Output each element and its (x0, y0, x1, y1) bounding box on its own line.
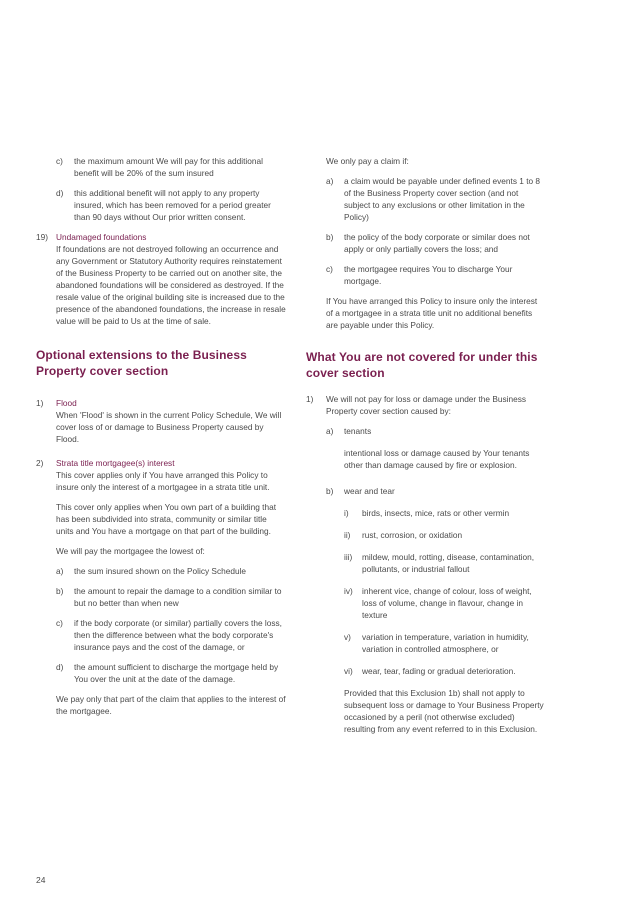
section-heading: Optional extensions to the Business Property cover section (36, 348, 247, 378)
list-text: the amount sufficient to discharge the mortgage held by You over the unit at the date of the damage. (74, 662, 279, 684)
list-marker: b) (326, 232, 334, 242)
item-body: When 'Flood' is shown in the current Policy Schedule, We will cover loss of or damage to Business Property caused by Flood. (56, 410, 282, 444)
list-text: the maximum amount We will pay for this additional benefit will be 20% of the sum insured (74, 156, 263, 178)
paragraph: Provided that this Exclusion 1b) shall not apply to subsequent loss or damage to Your Business Property occasioned by a peril (not otherwise excluded) resulting from any event referred to in this Exclusion. (344, 688, 544, 734)
page-number: 24 (36, 875, 46, 885)
paragraph: If You have arranged this Policy to insure only the interest of a mortgagee in a strata title unit no additional benefits are payable under this Policy. (326, 296, 538, 330)
list-item (326, 263, 546, 287)
list-text: the mortgagee requires You to discharge Your mortgage. (344, 264, 513, 286)
list-marker: a) (326, 176, 334, 186)
list-item (344, 585, 546, 621)
list-text: inherent vice, change of colour, loss of weight, loss of volume, change in flavour, change in texture (362, 586, 532, 620)
paragraph: We pay only that part of the claim that applies to the interest of the mortgagee. (56, 694, 286, 716)
subitem-body: intentional loss or damage caused by Your tenants other than damage caused by fire or explosion. (344, 448, 530, 470)
list-item (326, 231, 546, 255)
list-text: the sum insured shown on the Policy Schedule (74, 566, 247, 576)
list-marker: 1) (36, 398, 44, 408)
list-marker: v) (344, 632, 351, 642)
list-marker: c) (56, 618, 63, 628)
list-marker: 2) (36, 458, 44, 468)
list-marker: 1) (306, 394, 314, 404)
list-item (326, 175, 546, 223)
list-text: a claim would be payable under defined events 1 to 8 of the Business Property cover section (and not subject to any exclusions or other limitation in the Policy) (344, 176, 541, 222)
list-text: this additional benefit will not apply to any property insured, which has been removed for a period greater than 90 days without Our prior written consent. (74, 188, 271, 222)
list-marker: c) (56, 156, 63, 166)
exclusion-item (306, 393, 546, 751)
exclusion-subitem-tenants (326, 425, 546, 471)
list-marker: vi) (344, 666, 353, 676)
list-item (36, 155, 286, 179)
list-item (344, 631, 546, 655)
section-heading: What You are not covered for under this cover section (306, 350, 538, 380)
extension-item-strata (36, 457, 286, 725)
list-text: the amount to repair the damage to a condition similar to but no better than when new (74, 586, 282, 608)
list-text: rust, corrosion, or oxidation (362, 530, 463, 540)
subitem-title: tenants (344, 426, 372, 436)
paragraph: We only pay a claim if: (326, 156, 409, 166)
list-text: birds, insects, mice, rats or other vermin (362, 508, 510, 518)
list-marker: i) (344, 508, 349, 518)
list-text: variation in temperature, variation in humidity, variation in controlled atmosphere, or (362, 632, 529, 654)
list-item (344, 507, 546, 519)
list-item (344, 529, 546, 541)
list-item (344, 551, 546, 575)
item-body: If foundations are not destroyed following an occurrence and any Government or Statutory Authority requires reinstatement of the Business Property to be carried out on another site, the abandoned foundations will be considered as destroyed. If the resale value of the original building site is increased due to the presence of the abandoned foundations, the increase in resale value will be paid to Us at the time of sale. (56, 244, 286, 326)
list-item (56, 565, 286, 577)
list-marker: b) (326, 486, 334, 496)
exclusion-subitem-wear (326, 485, 546, 743)
list-text: mildew, mould, rotting, disease, contamination, pollutants, or industrial fallout (362, 552, 535, 574)
right-column (306, 155, 546, 759)
list-marker: c) (326, 264, 333, 274)
list-item (36, 187, 286, 223)
left-column (36, 155, 286, 733)
list-marker: a) (326, 426, 334, 436)
paragraph: This cover applies only if You have arranged this Policy to insure only the interest of a mortgagee in a strata title unit. (56, 470, 270, 492)
paragraph: We will pay the mortgagee the lowest of: (56, 546, 205, 556)
item-title: Undamaged foundations (56, 232, 147, 242)
list-marker: a) (56, 566, 64, 576)
list-text: if the body corporate (or similar) partially covers the loss, then the difference between what the body corporate's insurance pays and the cost of the damage, or (74, 618, 282, 652)
list-marker: iii) (344, 552, 353, 562)
paragraph: This cover only applies when You own part of a building that has been subdivided into strata, community or similar title units and You have a mortgage on that part of the building. (56, 502, 277, 536)
list-marker: b) (56, 586, 64, 596)
paragraph: We will not pay for loss or damage under the Business Property cover section caused by: (326, 394, 526, 416)
list-item (56, 617, 286, 653)
list-text: wear, tear, fading or gradual deterioration. (362, 666, 516, 676)
list-marker: d) (56, 188, 64, 198)
list-item (56, 661, 286, 685)
subitem-title: wear and tear (344, 486, 395, 496)
list-item (344, 665, 546, 677)
section-item-19 (36, 231, 286, 327)
extension-item-flood (36, 397, 286, 445)
list-marker: iv) (344, 586, 353, 596)
list-marker: d) (56, 662, 64, 672)
item-title: Strata title mortgagee(s) interest (56, 458, 175, 468)
item-title: Flood (56, 398, 77, 408)
list-item (56, 585, 286, 609)
list-marker: 19) (36, 232, 48, 242)
list-marker: ii) (344, 530, 351, 540)
list-text: the policy of the body corporate or similar does not apply or only partially covers the loss; and (344, 232, 530, 254)
